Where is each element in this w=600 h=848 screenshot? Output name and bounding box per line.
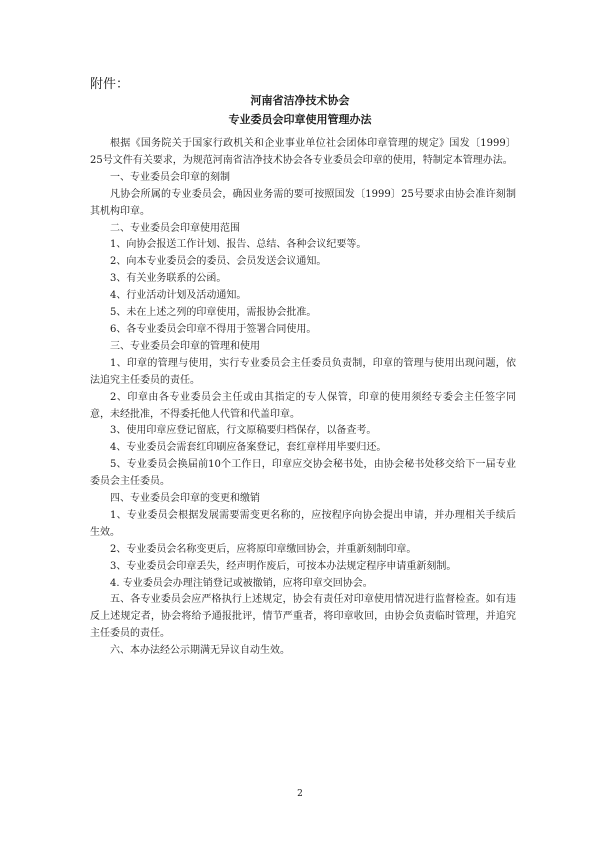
- preface-paragraph: 根据《国务院关于国家行政机关和企业事业单位社会团体印章管理的规定》国发〔1999〕25号文件有关要求，为规范河南省洁净技术协会各专业委员会印章的使用，特制定本管理办法。: [90, 138, 516, 166]
- list-item: 4、行业活动计划及活动通知。: [110, 290, 247, 302]
- document-title: [0, 91, 600, 129]
- section-effective: 六、本办法经公示期满无异议自动生效。: [110, 645, 290, 657]
- attachment-label: 附件：: [90, 77, 130, 92]
- list-item: 4. 专业委员会办理注销登记或被撤销，应将印章交回协会。: [110, 577, 373, 589]
- list-item: 3、使用印章应登记留底，行文原稿要归档保存，以备查考。: [110, 425, 377, 437]
- list-item: 1、专业委员会根据发展需要需变更名称的，应按程序向协会提出申请，并办理相关手续后生效。: [90, 509, 516, 538]
- list-item: 1、印章的管理与使用，实行专业委员会主任委员负责制，印章的管理与使用出现问题，依法追究主任委员的责任。: [90, 357, 516, 386]
- title-line-organization: 河南省洁净技术协会: [250, 94, 350, 107]
- section-heading-engraving: 一、专业委员会印章的刻制: [110, 171, 230, 183]
- list-item: 1、向协会报送工作计划、报告、总结、各种会议纪要等。: [110, 239, 367, 251]
- list-item: 3、有关业务联系的公函。: [110, 273, 227, 285]
- list-item: 3、专业委员会印章丢失，经声明作废后，可按本办法规定程序申请重新刻制。: [110, 560, 457, 572]
- page-number: 2: [297, 789, 303, 799]
- document-body: [90, 136, 516, 660]
- list-item: 2、专业委员会名称变更后，应将原印章缴回协会，并重新刻制印章。: [110, 543, 417, 555]
- list-item: 6、各专业委员会印章不得用于签署合同使用。: [110, 323, 317, 335]
- list-item: 4、专业委员会需套红印刷应备案登记，套红章样用毕要归还。: [110, 442, 387, 454]
- section-heading-management: 三、专业委员会印章的管理和使用: [110, 340, 260, 352]
- section-supervision: 五、各专业委员会应严格执行上述规定，协会有责任对印章使用情况进行监督检查。如有违反上述规定者，协会将给予通报批评，情节严重者，将印章收回，由协会负责临时管理，并追究主任委员的责任。: [90, 594, 516, 640]
- section-heading-usage-scope: 二、专业委员会印章使用范围: [110, 222, 240, 234]
- list-item: 5、专业委员会换届前10个工作日，印章应交协会秘书处，由协会秘书处移交给下一届专业委员会主任委员。: [90, 459, 516, 488]
- title-line-subject: 专业委员会印章使用管理办法: [228, 113, 372, 126]
- list-item: 5、未在上述之列的印章使用，需报协会批准。: [110, 307, 317, 319]
- list-item: 2、向本专业委员会的委员、会员发送会议通知。: [110, 256, 327, 268]
- body-paragraph: 凡协会所属的专业委员会，确因业务需的要可按照国发〔1999〕25号要求由协会准许刻制其机构印章。: [90, 188, 516, 217]
- section-heading-change-cancel: 四、专业委员会印章的变更和缴销: [110, 493, 260, 505]
- list-item: 2、印章由各专业委员会主任或由其指定的专人保管，印章的使用须经专委会主任签字同意，未经批准，不得委托他人代管和代盖印章。: [90, 391, 516, 420]
